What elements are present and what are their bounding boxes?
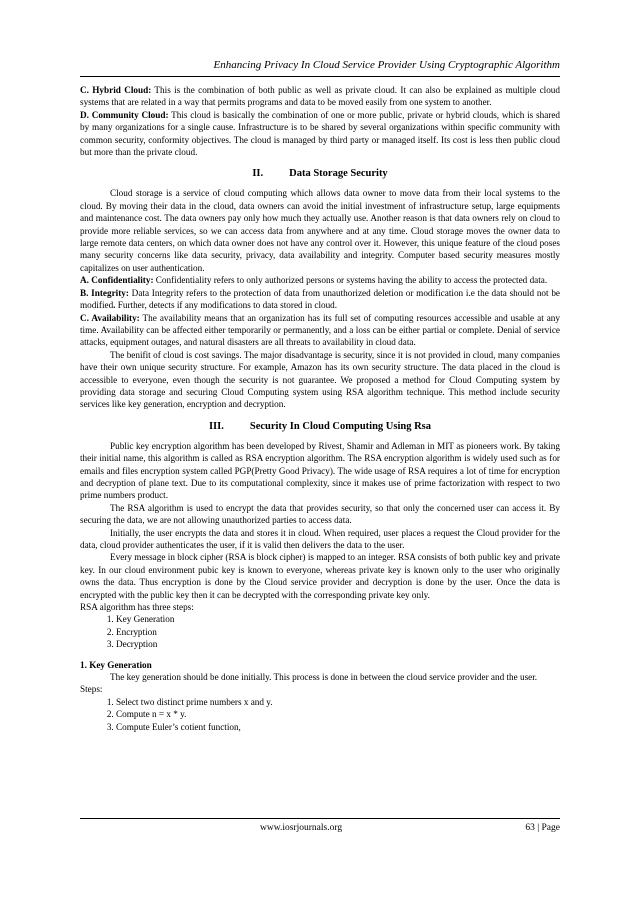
rsa-steps-intro: RSA algorithm has three steps:	[80, 602, 194, 613]
footer-website: www.iosrjournals.org	[260, 823, 343, 833]
list-item: 2. Compute n = x * y.	[116, 708, 560, 720]
page-number: 63 | Page	[525, 823, 560, 833]
text-hybrid-cloud: This is the combination of both public as well as private cloud. It can also be explained as multiple cloud systems that are related in a way that permits programs and data to be moved easily from one system to another.	[80, 85, 560, 108]
key-generation-steps-list	[80, 696, 560, 733]
list-item: 2. Encryption	[116, 626, 560, 638]
section-heading-data-storage-security	[80, 167, 560, 180]
list-item: 3. Compute Euler’s cotient function,	[116, 721, 560, 733]
subsection-heading-key-generation: 1. Key Generation	[80, 659, 152, 670]
text-community-cloud: This cloud is basically the combination of one or more public, private or hybrid clouds, which is shared by many organizations for a single cause. Infrastructure is to be shared by several organizations within specific community with common security, conformity objectives. The cloud is managed by third party or managed itself. Its cost is less then public cloud but more than the private cloud.	[80, 109, 561, 158]
paragraph-cloud-storage: Cloud storage is a service of cloud computing which allows data owner to move data from their local systems to the cloud. By moving their data in the cloud, data owners can avoid the initial investment of infrastructure setup, large equipments and maintenance cost. The data owners pay only how much they actually use. Another reason is that data owners rely on cloud to provide more reliable services, so we can access data from anywhere and at any time. Cloud storage moves the owner data to large remote data centers, on which data owner does not have any control over it. However, this unique feature of the cloud poses many security concerns like data security, privacy, data availability and integrity. Computer based security measures mostly capitalizes on user authentication.	[80, 188, 560, 273]
section-title: Security In Cloud Computing Using Rsa	[249, 420, 432, 432]
term-integrity: B. Integrity:	[80, 287, 129, 298]
section-number: II.	[252, 168, 264, 180]
text-availability: The availability means that an organization has its full set of computing resources accessible and usable at any time. Availability can be affected either temporarily or permanently, and a loss can be either partial or complete. Denial of service attacks, equipment outages, and natural disasters are all threats to availability in cloud data.	[80, 312, 560, 348]
paragraph-community-cloud	[80, 109, 560, 159]
term-confidentiality: A. Confidentiality:	[80, 275, 154, 286]
paragraph-rsa-intro: Public key encryption algorithm has been developed by Rivest, Shamir and Adleman in MIT as pioneers work. By taking their initial name, this algorithm is called as RSA encryption algorithm. The RSA encryption algorithm is widely used such as for emails and files encryption system called PGP(Pretty Good Privacy). The wide usage of RSA requires a lot of time for encryption and decryption of plane text. Due to its computational complexity, since it makes use of prime factorization with respect to two prime numbers product.	[80, 440, 560, 501]
paragraph-key-generation: The key generation should be done initially. This process is done in between the cloud service provider and the user.	[110, 672, 538, 683]
header-rule	[80, 76, 560, 77]
term-availability: C. Availability:	[80, 312, 140, 323]
paragraph-hybrid-cloud	[80, 84, 560, 109]
paragraph-benefit: The benifit of cloud is cost savings. The major disadvantage is security, since it is not provided in cloud, many companies have their own unique security structure. For example, Amazon has its own security structure. The data placed in the cloud is accessible to everyone, even though the security is not guarantee. We proposed a method for Cloud Computing system by providing data storage and securing Cloud Computing system using RSA algorithm technique. This method include security services like key generation, encryption and decryption.	[80, 349, 560, 410]
footer-rule	[80, 818, 560, 819]
paragraph-integrity: B. Integrity: Data Integrity refers to the protection of data from unauthorized deletion or modification i.e the data should not be modified. Further, detects if any modifications to data stored in cloud.	[80, 287, 560, 311]
paper-page	[80, 0, 560, 902]
list-item: 3. Decryption	[116, 638, 560, 650]
paragraph-availability	[80, 312, 560, 349]
section-title: Data Storage Security	[289, 168, 388, 180]
paragraph-confidentiality	[80, 274, 560, 286]
paragraph-rsa-initially: Initially, the user encrypts the data and stores it in cloud. When required, user places a request the Cloud provider for the data, cloud provider authenticates the user, if it is valid then delivers the data to the user.	[80, 527, 560, 550]
rsa-steps-list	[80, 613, 560, 650]
text-integrity-a: Data Integrity refers to the protection of data from unauthorized deletion or modification i.e the data should not be modified	[80, 287, 560, 311]
paragraph-rsa-security: The RSA algorithm is used to encrypt the data that provides security, so that only the concerned user can access it. By securing the data, we are not allowing unauthorized parties to access data.	[80, 502, 560, 526]
text-integrity-b: Further, detects if any modifications to data stored in cloud.	[115, 300, 338, 311]
section-heading-security-rsa	[80, 420, 560, 433]
term-community-cloud: D. Community Cloud:	[80, 109, 169, 120]
text-confidentiality: Confidentiality refers to only authorized persons or systems having the ability to access the protected data.	[153, 275, 548, 286]
paragraph-rsa-block-cipher: Every message in block cipher (RSA is block cipher) is mapped to an integer. RSA consists of both public key and private key. In our cloud environment pubic key is known to everyone, whereas private key is known only to the user who originally owns the data. Thus encryption is done by the Cloud service provider and decryption is done by the user. Once the data is encrypted with the public key then it can be decrypted with the corresponding private key only.	[80, 552, 560, 600]
list-item: 1. Select two distinct prime numbers x and y.	[116, 696, 560, 708]
section-number: III.	[208, 420, 224, 432]
list-item: 1. Key Generation	[116, 613, 560, 625]
steps-label: Steps:	[80, 684, 103, 695]
running-header: Enhancing Privacy In Cloud Service Provider Using Cryptographic Algorithm	[213, 59, 560, 71]
page-content	[80, 84, 560, 733]
term-hybrid-cloud: C. Hybrid Cloud:	[80, 85, 152, 95]
